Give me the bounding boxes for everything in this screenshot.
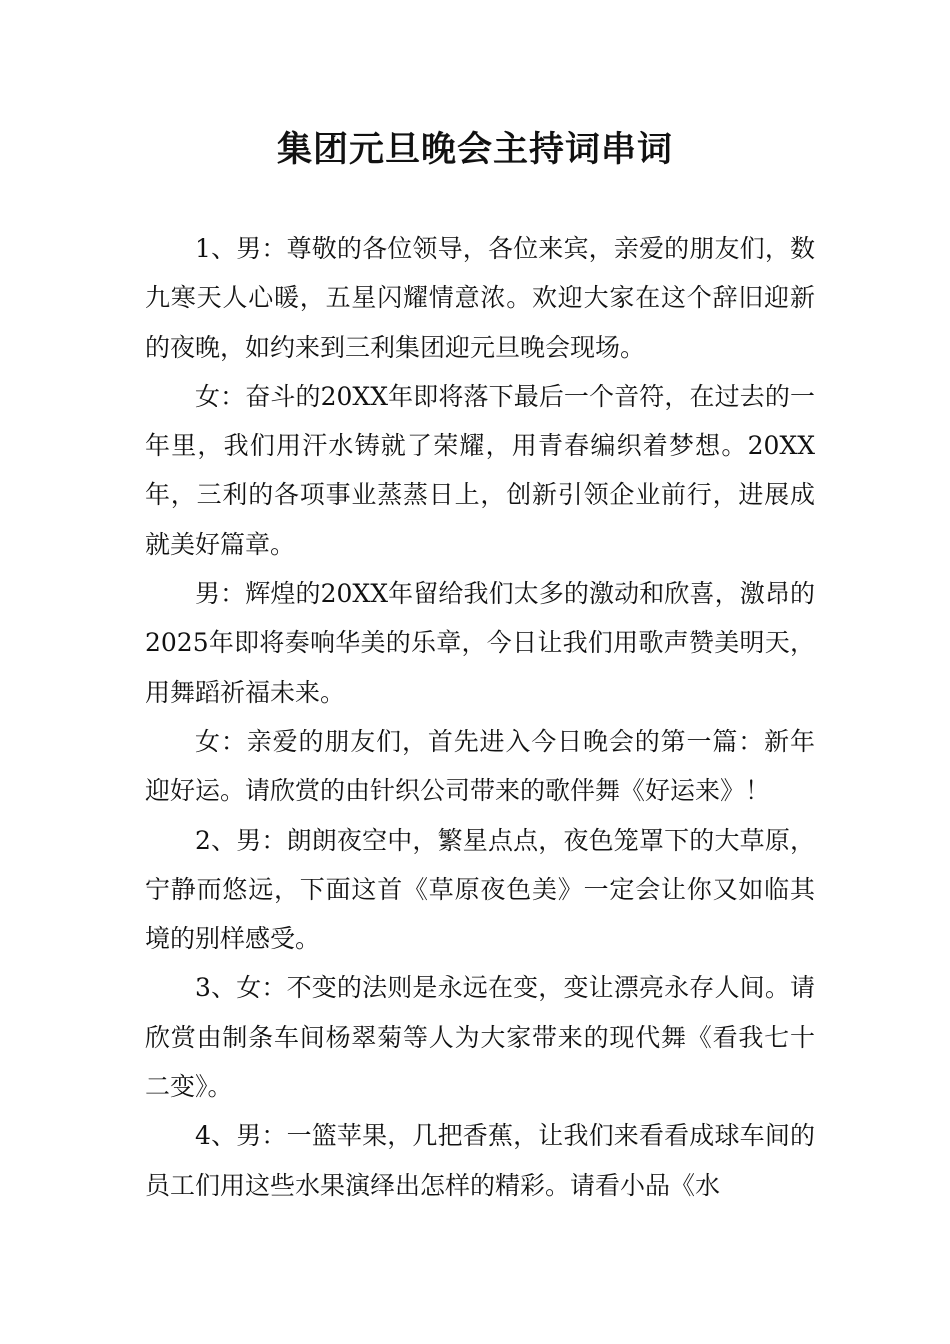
paragraph-7: 4、男：一篮苹果，几把香蕉，让我们来看看成球车间的员工们用这些水果演绎出怎样的精彩。请看小品《水: [145, 1121, 815, 1200]
paragraph-2: 女：奋斗的20XX年即将落下最后一个音符，在过去的一年里，我们用汗水铸就了荣耀，用青春编织着梦想。20XX年，三利的各项事业蒸蒸日上，创新引领企业前行，进展成就美好篇章。: [145, 381, 815, 559]
paragraph-6: 3、女：不变的法则是永远在变，变让漂亮永存人间。请欣赏由制条车间杨翠菊等人为大家带来的现代舞《看我七十二变》。: [145, 973, 815, 1102]
paragraph-4: 女：亲爱的朋友们，首先进入今日晚会的第一篇：新年迎好运。请欣赏的由针织公司带来的歌伴舞《好运来》！: [145, 726, 815, 806]
paragraph-3: 男：辉煌的20XX年留给我们太多的激动和欣喜，激昂的2025年即将奏响华美的乐章，今日让我们用歌声赞美明天，用舞蹈祈福未来。: [145, 579, 815, 707]
document-body: [145, 224, 815, 1210]
document-title: 集团元旦晚会主持词串词: [276, 130, 673, 170]
paragraph-1: 1、男：尊敬的各位领导，各位来宾，亲爱的朋友们，数九寒天人心暖，五星闪耀情意浓。欢迎大家在这个辞旧迎新的夜晚，如约来到三利集团迎元旦晚会现场。: [145, 234, 815, 362]
paragraph-5: 2、男：朗朗夜空中，繁星点点，夜色笼罩下的大草原，宁静而悠远，下面这首《草原夜色美》一定会让你又如临其境的别样感受。: [145, 825, 815, 954]
